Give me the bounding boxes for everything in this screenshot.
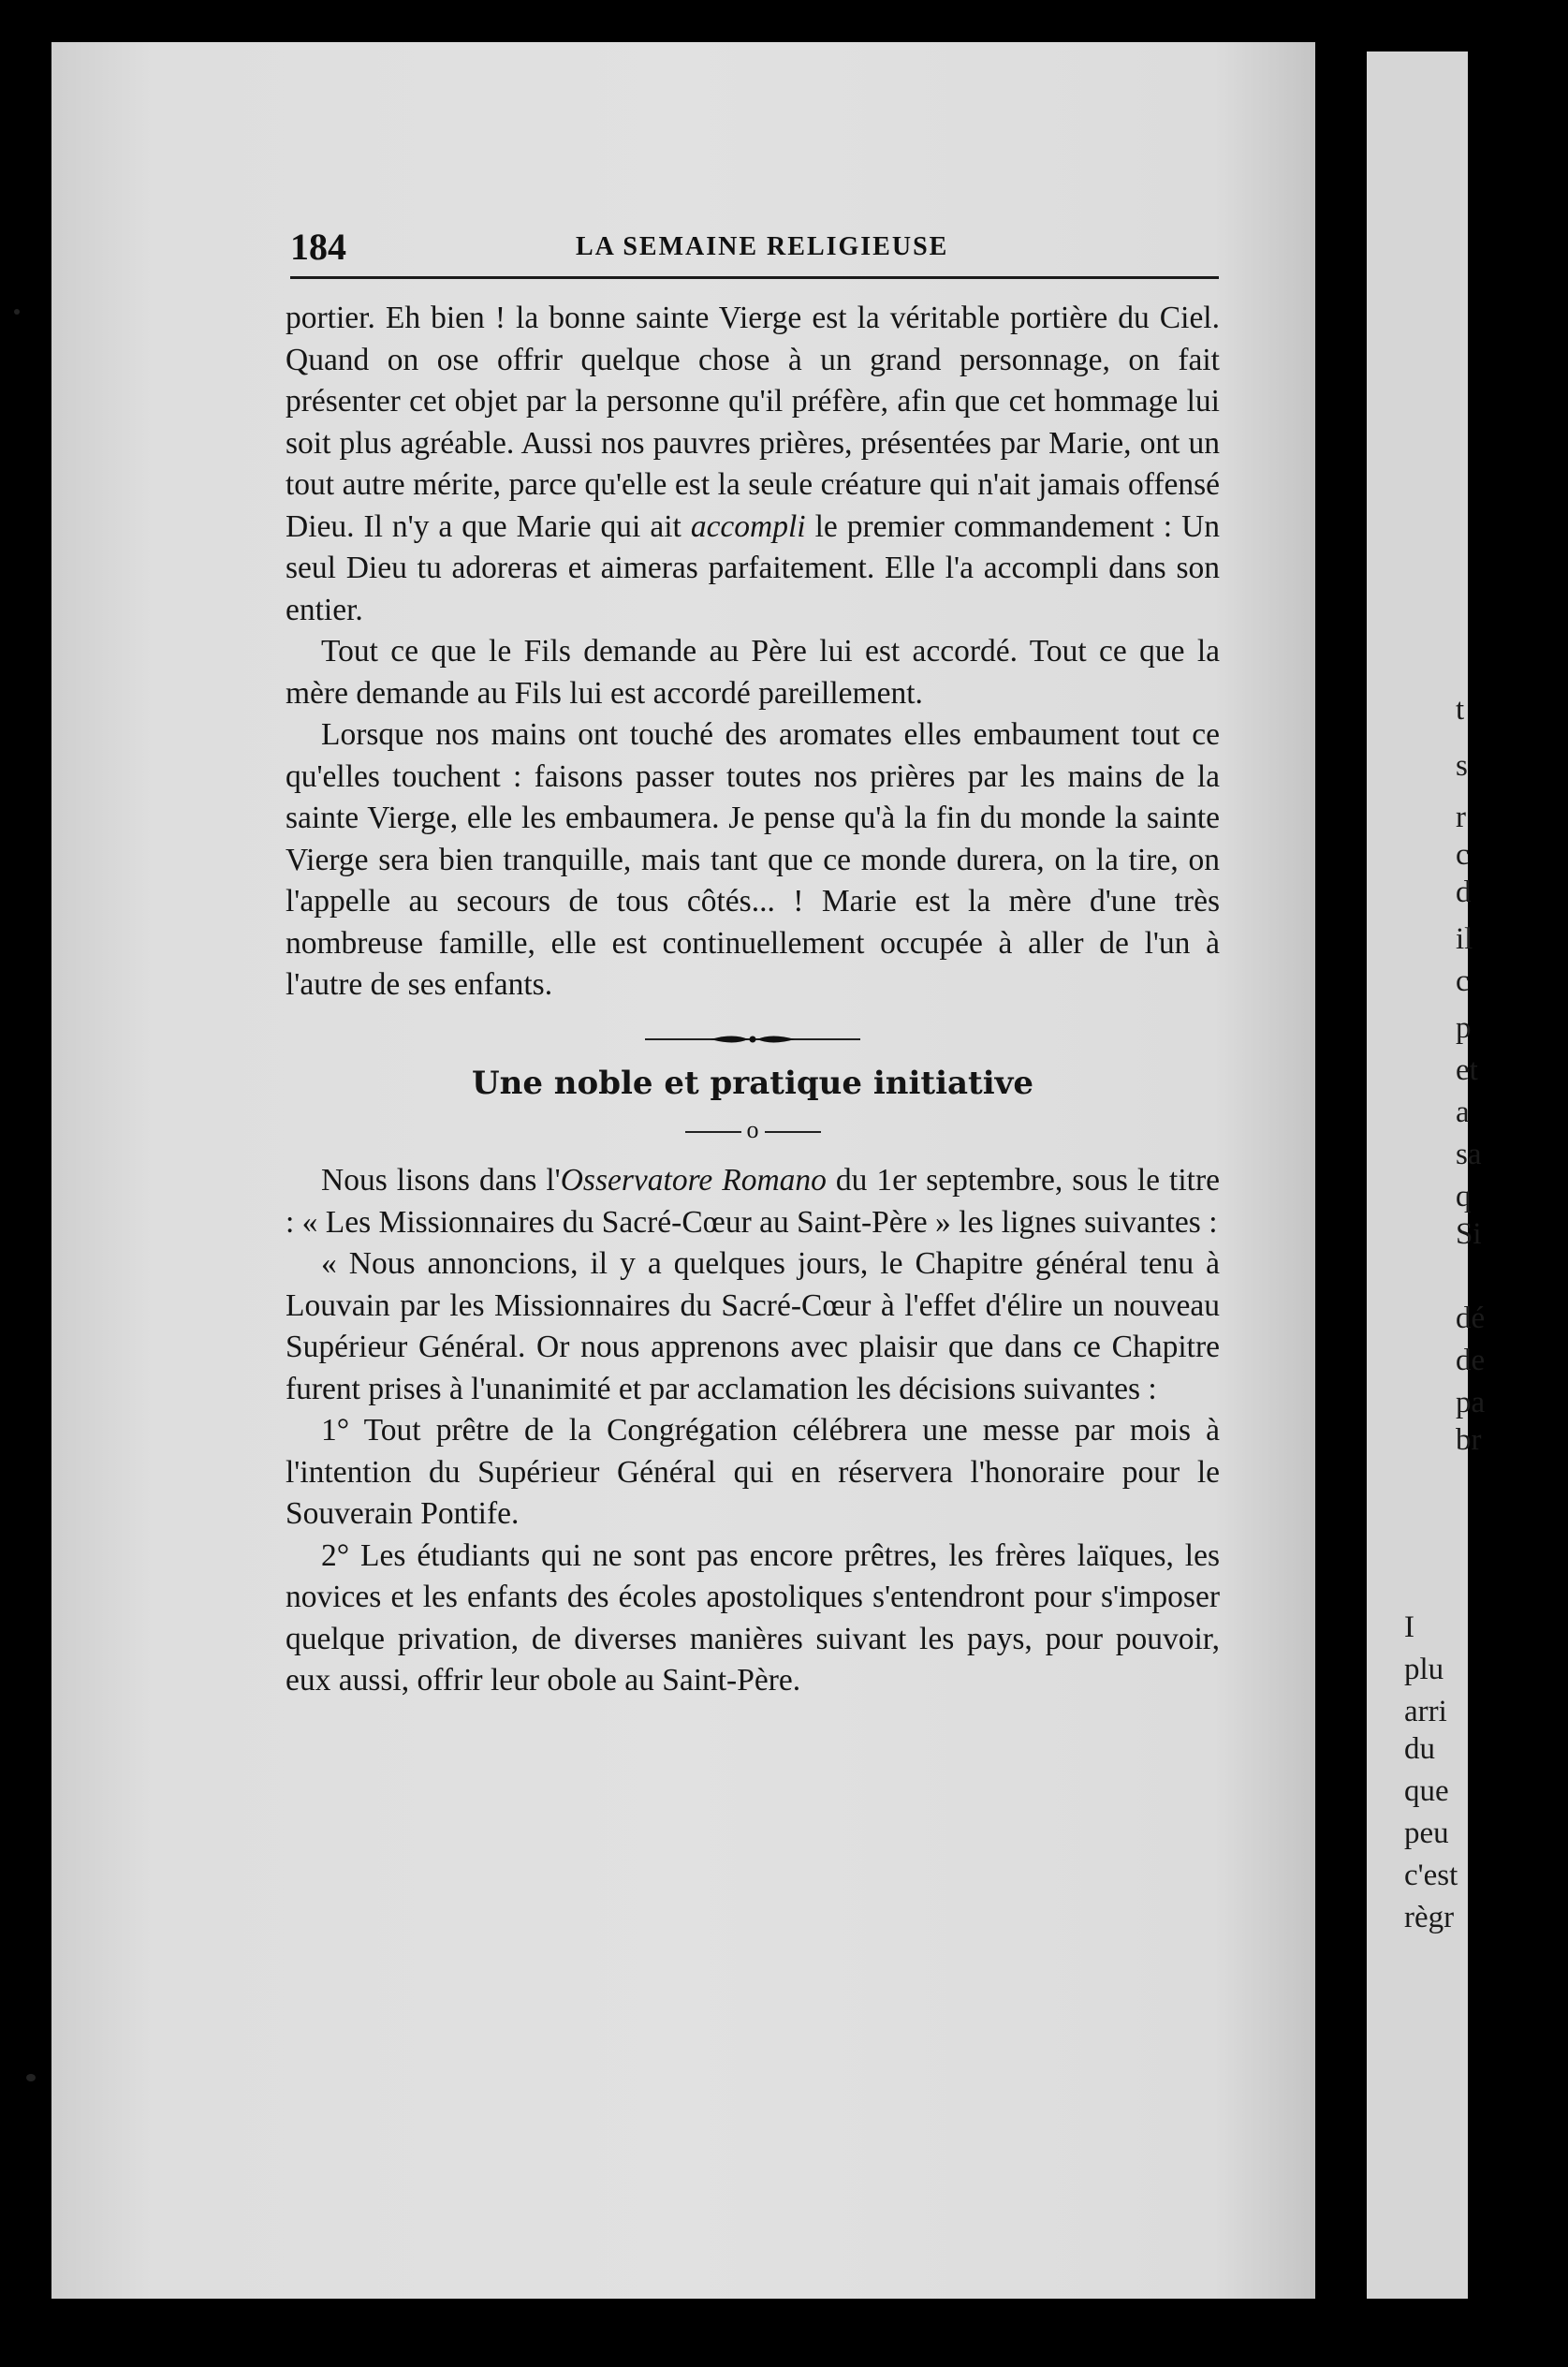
facing-page-fragment: d [1456, 875, 1472, 909]
facing-page-fragment: pa [1456, 1386, 1486, 1419]
ornament-divider [645, 1031, 860, 1048]
facing-page-fragment: dé [1456, 1301, 1486, 1335]
facing-page-fragment: de [1456, 1344, 1486, 1377]
italic-word: accompli [690, 508, 806, 544]
small-separator: o [286, 1111, 1220, 1149]
facing-page-fragment: et [1456, 1053, 1478, 1087]
facing-page-fragment: peu [1404, 1816, 1449, 1850]
paragraph-3: Lorsque nos mains ont touché des aromates elles embaument tout ce qu'elles touchent : faisons passer toutes nos prières par les mains de la sainte Vierge, elle les embaumera. Je pense qu'à la fin du monde la sainte Vierge sera bien tranquille, mais tant que ce monde durera, on la tire, on l'appelle au secours de tous côtés... ! Marie est la mère d'une très nombreuse famille, elle est continuellement occupée à aller de l'un à l'autre de ses enfants. [286, 717, 1220, 1002]
section-title: Une noble et pratique initiative [471, 1064, 1034, 1102]
scan-speck [14, 309, 20, 315]
facing-page-fragment: il [1456, 922, 1473, 956]
facing-page-fragment: s [1456, 749, 1468, 783]
facing-page-fragment: arri [1404, 1695, 1447, 1728]
newspaper-title: Osservatore Romano [560, 1163, 827, 1198]
facing-page-fragment: du [1404, 1732, 1435, 1766]
paragraph-intro: Nous lisons dans l'Osservatore Romano du 1er septembre, sous le titre : « Les Missionnaires du Sacré-Cœur au Saint-Père » les lignes suivantes : [286, 1163, 1221, 1240]
facing-page-edge [1367, 51, 1486, 2299]
facing-page-fragment: a [1456, 1095, 1470, 1129]
page-body [286, 298, 1220, 1702]
facing-page-fragment: I [1404, 1610, 1414, 1644]
page-header [290, 225, 1226, 272]
header-rule [290, 276, 1219, 279]
paragraph-2: Tout ce que le Fils demande au Père lui est accordé. Tout ce que la mère demande au Fils lui est accordé pareillement. [286, 634, 1220, 711]
paragraph-1: portier. Eh bien ! la bonne sainte Vierge est la véritable portière du Ciel. Quand on ose offrir quelque chose à un grand personnage, on fait présenter cet objet par la personne qu'il préfère, afin que cet hommage lui soit plus agréable. Aussi nos pauvres prières, présentées par Marie, ont un tout autre mérite, parce qu'elle est la seule créature qui n'ait jamais offensé Dieu. Il n'y a que Marie qui ait accompli le premier commandement : Un seul Dieu tu adoreras et aimeras parfaitement. Elle l'a accompli dans son entier. [286, 301, 1221, 627]
facing-page-fragment: sa [1456, 1138, 1482, 1171]
facing-page-fragment: que [1404, 1774, 1449, 1808]
paragraph-decision-2: 2° Les étudiants qui ne sont pas encore prêtres, les frères laïques, les novices et les enfants des écoles apostoliques s'entendront pour s'imposer quelque privation, de diverses manières suivant les pays, pour pouvoir, eux aussi, offrir leur obole au Saint-Père. [286, 1537, 1220, 1698]
facing-page-fragment: plu [1404, 1653, 1444, 1686]
facing-page-fragment: Si [1456, 1217, 1482, 1251]
facing-page-fragment: r [1456, 801, 1466, 834]
paragraph-quote: « Nous annoncions, il y a quelques jours, le Chapitre général tenu à Louvain par les Missionnaires du Sacré-Cœur à l'effet d'élire un nouveau Supérieur Général. Or nous apprenons avec plaisir que dans ce Chapitre furent prises à l'unanimité et par acclamation les décisions suivantes : [286, 1246, 1220, 1406]
facing-page-fragment: br [1456, 1423, 1482, 1457]
facing-page-fragment: règr [1404, 1901, 1455, 1934]
page-number: 184 [290, 226, 346, 268]
facing-page-fragment: p [1456, 1011, 1472, 1045]
facing-page-fragment: q [1456, 1180, 1472, 1213]
scan-speck [26, 2074, 36, 2081]
facing-page-fragment: c'est [1404, 1859, 1458, 1892]
facing-page-fragment: c [1456, 964, 1470, 998]
running-title: LA SEMAINE RELIGIEUSE [576, 232, 949, 261]
facing-page-fragment: t [1456, 693, 1465, 727]
facing-page-fragment: c [1456, 838, 1470, 872]
paragraph-decision-1: 1° Tout prêtre de la Congrégation célébrera une messe par mois à l'intention du Supérieur Général qui en réservera l'honoraire pour le Souverain Pontife. [286, 1413, 1220, 1531]
